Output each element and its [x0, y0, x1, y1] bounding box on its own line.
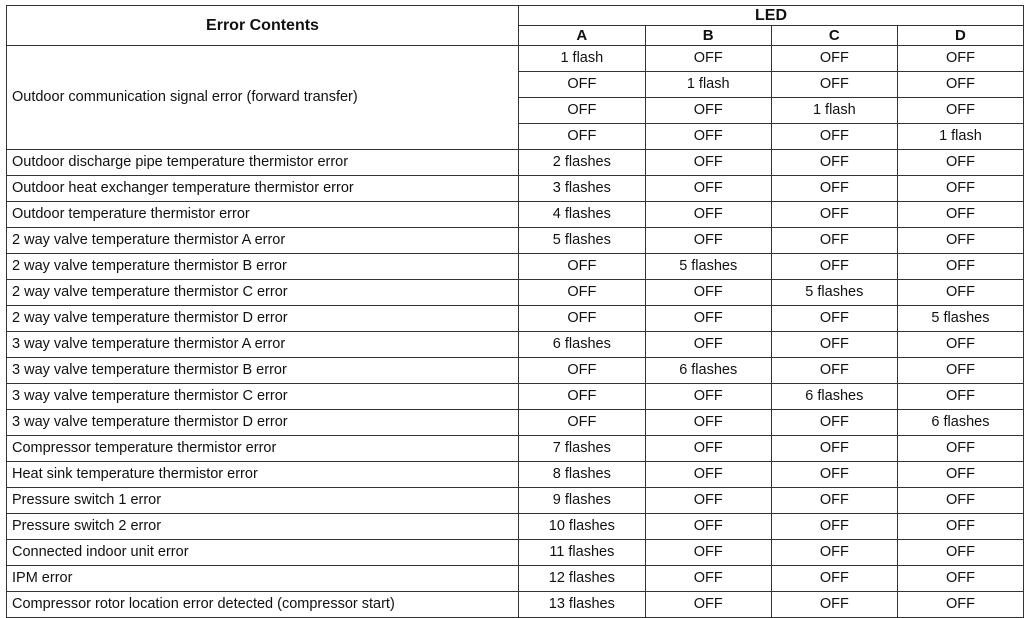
- led-d-cell: OFF: [897, 462, 1023, 488]
- led-a-cell: OFF: [519, 384, 646, 410]
- led-header: LED: [519, 6, 1024, 26]
- led-c-cell: OFF: [771, 540, 897, 566]
- led-a-cell: 9 flashes: [519, 488, 646, 514]
- table-row: [7, 176, 1024, 202]
- led-c-cell: OFF: [771, 488, 897, 514]
- led-d-cell: 5 flashes: [897, 306, 1023, 332]
- table-row: [7, 280, 1024, 306]
- table-row: [7, 592, 1024, 618]
- led-c-cell: OFF: [771, 46, 897, 72]
- led-a-cell: 2 flashes: [519, 150, 646, 176]
- led-a-cell: 8 flashes: [519, 462, 646, 488]
- led-c-cell: OFF: [771, 514, 897, 540]
- led-b-cell: OFF: [645, 514, 771, 540]
- led-a-cell: OFF: [519, 98, 646, 124]
- led-c-cell: OFF: [771, 254, 897, 280]
- led-a-cell: OFF: [519, 72, 646, 98]
- led-c-cell: OFF: [771, 176, 897, 202]
- led-a-cell: OFF: [519, 280, 646, 306]
- led-b-cell: OFF: [645, 436, 771, 462]
- led-c-cell: OFF: [771, 124, 897, 150]
- led-b-cell: OFF: [645, 280, 771, 306]
- led-d-cell: OFF: [897, 592, 1023, 618]
- error-label: IPM error: [7, 566, 519, 592]
- led-a-cell: 7 flashes: [519, 436, 646, 462]
- led-c-cell: OFF: [771, 72, 897, 98]
- error-contents-header: Error Contents: [7, 6, 519, 46]
- led-c-cell: OFF: [771, 332, 897, 358]
- led-c-cell: 6 flashes: [771, 384, 897, 410]
- led-a-cell: 1 flash: [519, 46, 646, 72]
- led-c-cell: OFF: [771, 228, 897, 254]
- led-column-a-header: A: [519, 26, 646, 46]
- table-row: [7, 306, 1024, 332]
- led-d-cell: OFF: [897, 280, 1023, 306]
- led-b-cell: OFF: [645, 332, 771, 358]
- led-b-cell: 6 flashes: [645, 358, 771, 384]
- error-label: Outdoor heat exchanger temperature thermistor error: [7, 176, 519, 202]
- led-c-cell: 5 flashes: [771, 280, 897, 306]
- table-row: [7, 202, 1024, 228]
- table-row: [7, 46, 1024, 72]
- led-c-cell: OFF: [771, 436, 897, 462]
- error-label: Heat sink temperature thermistor error: [7, 462, 519, 488]
- led-a-cell: 12 flashes: [519, 566, 646, 592]
- table-row: [7, 566, 1024, 592]
- led-d-cell: OFF: [897, 332, 1023, 358]
- error-label: Compressor rotor location error detected (compressor start): [7, 592, 519, 618]
- led-b-cell: OFF: [645, 150, 771, 176]
- led-d-cell: 1 flash: [897, 124, 1023, 150]
- led-a-cell: 6 flashes: [519, 332, 646, 358]
- led-c-cell: OFF: [771, 306, 897, 332]
- led-b-cell: OFF: [645, 124, 771, 150]
- led-b-cell: OFF: [645, 592, 771, 618]
- led-a-cell: OFF: [519, 358, 646, 384]
- led-c-cell: OFF: [771, 202, 897, 228]
- error-label: 2 way valve temperature thermistor D error: [7, 306, 519, 332]
- led-b-cell: 5 flashes: [645, 254, 771, 280]
- led-a-cell: 3 flashes: [519, 176, 646, 202]
- led-a-cell: 5 flashes: [519, 228, 646, 254]
- error-label: Outdoor communication signal error (forward transfer): [7, 46, 519, 150]
- led-d-cell: OFF: [897, 176, 1023, 202]
- led-b-cell: OFF: [645, 46, 771, 72]
- error-led-table: [6, 5, 1024, 618]
- led-c-cell: OFF: [771, 566, 897, 592]
- table-row: [7, 228, 1024, 254]
- led-column-d-header: D: [897, 26, 1023, 46]
- error-table-frame: [6, 5, 1024, 618]
- led-d-cell: OFF: [897, 488, 1023, 514]
- led-a-cell: OFF: [519, 410, 646, 436]
- led-column-c-header: C: [771, 26, 897, 46]
- header-row-top: [7, 6, 1024, 26]
- error-label: Outdoor discharge pipe temperature thermistor error: [7, 150, 519, 176]
- led-c-cell: 1 flash: [771, 98, 897, 124]
- led-b-cell: OFF: [645, 306, 771, 332]
- led-c-cell: OFF: [771, 150, 897, 176]
- led-a-cell: OFF: [519, 124, 646, 150]
- led-d-cell: OFF: [897, 566, 1023, 592]
- led-a-cell: OFF: [519, 254, 646, 280]
- error-label: 3 way valve temperature thermistor A error: [7, 332, 519, 358]
- led-a-cell: 11 flashes: [519, 540, 646, 566]
- led-a-cell: 4 flashes: [519, 202, 646, 228]
- error-label: Pressure switch 1 error: [7, 488, 519, 514]
- table-row: [7, 462, 1024, 488]
- error-label: Outdoor temperature thermistor error: [7, 202, 519, 228]
- led-b-cell: OFF: [645, 540, 771, 566]
- led-d-cell: OFF: [897, 98, 1023, 124]
- error-label: 3 way valve temperature thermistor C error: [7, 384, 519, 410]
- error-label: Compressor temperature thermistor error: [7, 436, 519, 462]
- table-body: [7, 46, 1024, 618]
- error-label: 2 way valve temperature thermistor B error: [7, 254, 519, 280]
- led-b-cell: OFF: [645, 566, 771, 592]
- led-d-cell: OFF: [897, 384, 1023, 410]
- led-c-cell: OFF: [771, 358, 897, 384]
- table-row: [7, 410, 1024, 436]
- led-c-cell: OFF: [771, 462, 897, 488]
- led-d-cell: OFF: [897, 358, 1023, 384]
- led-d-cell: OFF: [897, 254, 1023, 280]
- table-row: [7, 150, 1024, 176]
- led-b-cell: OFF: [645, 488, 771, 514]
- table-row: [7, 332, 1024, 358]
- table-row: [7, 488, 1024, 514]
- led-d-cell: OFF: [897, 46, 1023, 72]
- table-row: [7, 436, 1024, 462]
- table-row: [7, 384, 1024, 410]
- led-d-cell: OFF: [897, 202, 1023, 228]
- error-label: Connected indoor unit error: [7, 540, 519, 566]
- led-c-cell: OFF: [771, 592, 897, 618]
- led-b-cell: OFF: [645, 462, 771, 488]
- led-d-cell: OFF: [897, 228, 1023, 254]
- table-row: [7, 514, 1024, 540]
- error-label: 3 way valve temperature thermistor B error: [7, 358, 519, 384]
- led-a-cell: OFF: [519, 306, 646, 332]
- led-b-cell: 1 flash: [645, 72, 771, 98]
- led-d-cell: OFF: [897, 540, 1023, 566]
- led-b-cell: OFF: [645, 384, 771, 410]
- led-d-cell: OFF: [897, 72, 1023, 98]
- led-b-cell: OFF: [645, 202, 771, 228]
- led-d-cell: OFF: [897, 150, 1023, 176]
- error-label: 2 way valve temperature thermistor C error: [7, 280, 519, 306]
- error-label: Pressure switch 2 error: [7, 514, 519, 540]
- led-column-b-header: B: [645, 26, 771, 46]
- table-row: [7, 358, 1024, 384]
- led-d-cell: 6 flashes: [897, 410, 1023, 436]
- led-b-cell: OFF: [645, 176, 771, 202]
- led-c-cell: OFF: [771, 410, 897, 436]
- led-b-cell: OFF: [645, 410, 771, 436]
- error-label: 3 way valve temperature thermistor D error: [7, 410, 519, 436]
- led-a-cell: 13 flashes: [519, 592, 646, 618]
- led-d-cell: OFF: [897, 436, 1023, 462]
- led-b-cell: OFF: [645, 98, 771, 124]
- led-d-cell: OFF: [897, 514, 1023, 540]
- error-label: 2 way valve temperature thermistor A error: [7, 228, 519, 254]
- led-a-cell: 10 flashes: [519, 514, 646, 540]
- table-row: [7, 540, 1024, 566]
- led-b-cell: OFF: [645, 228, 771, 254]
- table-row: [7, 254, 1024, 280]
